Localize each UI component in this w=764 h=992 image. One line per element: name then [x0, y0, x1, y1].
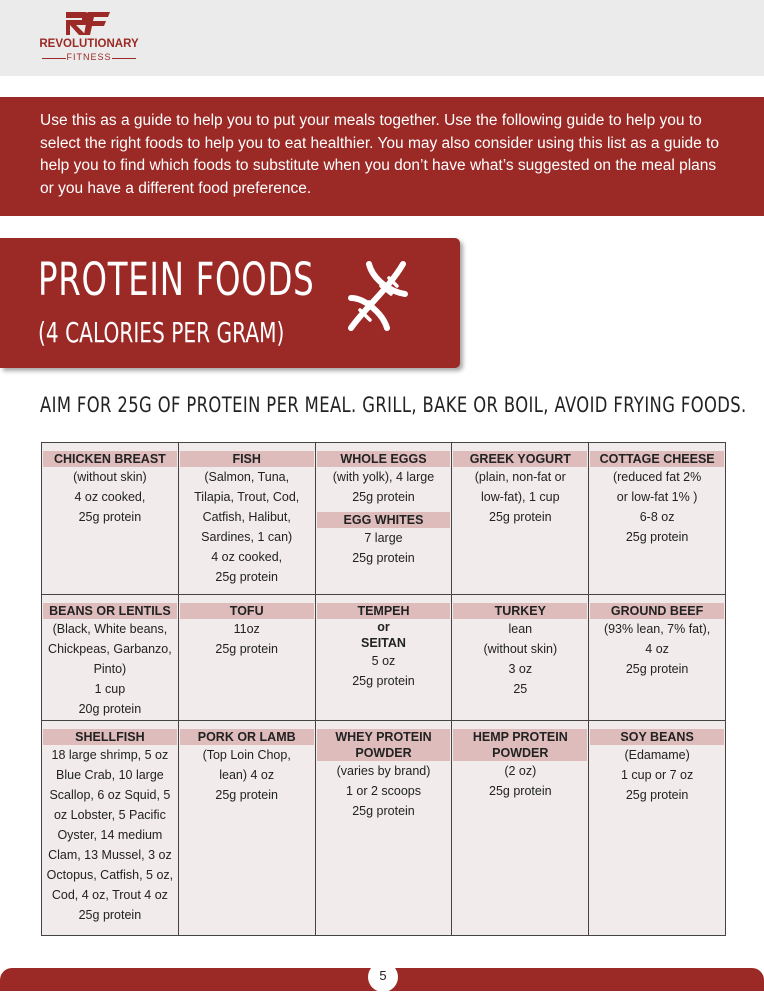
- food-detail: 25g protein: [215, 787, 278, 802]
- food-title: WHOLE EGGS: [317, 451, 451, 467]
- food-detail: Scallop, 6 oz Squid, 5: [49, 787, 171, 802]
- food-detail: (varies by brand): [336, 763, 431, 778]
- food-cell-turkey: [452, 594, 589, 720]
- food-detail: (with yolk), 4 large: [332, 470, 435, 484]
- food-detail: 25: [513, 681, 528, 696]
- page-number: 5: [368, 962, 398, 992]
- food-title-line: POWDER: [492, 745, 549, 760]
- food-title: COTTAGE CHEESE: [590, 451, 724, 467]
- logo-name: REVOLUTIONARY: [39, 38, 139, 50]
- food-title-line: HEMP PROTEIN: [472, 729, 568, 744]
- food-detail: 1 cup or 7 oz: [620, 767, 694, 782]
- food-cell-hemp-protein: [452, 720, 589, 935]
- food-title-line: POWDER: [355, 745, 412, 760]
- food-title: FISH: [180, 451, 314, 467]
- table-row: [42, 594, 726, 720]
- intro-text: Use this as a guide to help you to put your meals together. Use the following guide to help you to select the right foods to help you to eat healthier. You may also consider using this list as a guide to help you to find which foods to substitute when you don’t have what’s suggested on the meal plans or you have a different food preference.: [40, 112, 719, 197]
- food-cell-tofu: [178, 594, 315, 720]
- food-title: EGG WHITES: [317, 512, 451, 528]
- food-detail: 25g protein: [215, 570, 278, 584]
- food-detail: (plain, non-fat or: [474, 470, 566, 484]
- food-title: TURKEY: [453, 603, 587, 619]
- food-detail: 25g protein: [352, 551, 415, 565]
- logo-subtitle: FITNESS: [36, 52, 142, 62]
- food-detail: or low-fat 1% ): [616, 490, 698, 504]
- food-cell-tempeh-seitan: [315, 594, 452, 720]
- food-detail: (Salmon, Tuna,: [204, 470, 290, 484]
- food-detail: 25g protein: [489, 783, 552, 798]
- food-detail: Cod, 4 oz, Trout 4 oz: [51, 887, 168, 902]
- food-detail: 25g protein: [78, 510, 142, 524]
- food-cell-whey-protein: [315, 720, 452, 935]
- food-detail: 25g protein: [352, 673, 415, 688]
- food-detail: 7 large: [364, 531, 403, 545]
- food-title: SHELLFISH: [43, 729, 177, 745]
- food-title: TEMPEH: [317, 603, 451, 619]
- food-detail: lean: [508, 621, 533, 636]
- food-title: CHICKEN BREAST: [43, 451, 177, 467]
- food-title: SEITAN: [361, 635, 406, 650]
- food-detail: 4 oz cooked,: [211, 550, 283, 564]
- food-detail: (93% lean, 7% fat),: [603, 621, 711, 636]
- food-detail: 25g protein: [78, 907, 142, 922]
- food-title: GREEK YOGURT: [453, 451, 587, 467]
- food-detail: Clam, 13 Mussel, 3 oz: [48, 847, 172, 862]
- food-detail: 25g protein: [352, 490, 415, 504]
- intro-banner: [0, 97, 764, 216]
- food-cell-soy-beans: [589, 720, 726, 935]
- food-detail: Catfish, Halibut,: [202, 510, 291, 524]
- food-detail: 1 cup: [94, 681, 126, 696]
- food-detail: Sardines, 1 can): [201, 530, 293, 544]
- protein-aim-heading: AIM FOR 25G OF PROTEIN PER MEAL. GRILL, BAKE OR BOIL, AVOID FRYING FOODS.: [40, 393, 747, 417]
- header-bar: [0, 0, 764, 76]
- food-cell-beans-or-lentils: [42, 594, 179, 720]
- food-title: [317, 729, 451, 761]
- food-cell-greek-yogurt: [452, 443, 589, 595]
- food-title: TOFU: [180, 603, 314, 619]
- food-cell-fish: [178, 443, 315, 595]
- food-detail: (Top Loin Chop,: [202, 747, 291, 762]
- protein-food-table: [41, 442, 726, 936]
- food-cell-ground-beef: [589, 594, 726, 720]
- section-title: PROTEIN FOODS: [38, 253, 315, 306]
- food-title: PORK OR LAMB: [180, 729, 314, 745]
- food-detail: 1 or 2 scoops: [345, 783, 422, 798]
- food-cell-whole-eggs: [315, 443, 452, 595]
- food-detail: Octopus, Catfish, 5 oz,: [46, 867, 174, 882]
- food-detail: (reduced fat 2%: [612, 470, 702, 484]
- brand-logo[interactable]: [36, 10, 142, 66]
- food-detail: 6-8 oz: [639, 510, 675, 524]
- food-detail: 4 oz: [645, 641, 669, 656]
- food-detail: 25g protein: [352, 803, 415, 818]
- table-row: [42, 443, 726, 595]
- food-detail: 25g protein: [625, 530, 689, 544]
- food-detail: low-fat), 1 cup: [481, 490, 560, 504]
- food-detail: 25g protein: [489, 510, 552, 524]
- food-title: SOY BEANS: [590, 729, 724, 745]
- food-cell-shellfish: [42, 720, 179, 935]
- food-detail: Oyster, 14 medium: [57, 827, 163, 842]
- food-cell-chicken-breast: [42, 443, 179, 595]
- food-cell-cottage-cheese: [589, 443, 726, 595]
- food-detail: Pinto): [93, 661, 127, 676]
- food-detail: 20g protein: [78, 701, 142, 716]
- food-or-label: or: [377, 619, 390, 634]
- food-detail: Blue Crab, 10 large: [56, 767, 164, 782]
- food-detail: (Black, White beans,: [52, 621, 168, 636]
- table-row: [42, 720, 726, 935]
- food-detail: 18 large shrimp, 5 oz: [51, 747, 169, 762]
- food-detail: 3 oz: [508, 661, 533, 676]
- food-detail: 25g protein: [215, 641, 278, 656]
- logo-mark-icon: [62, 10, 112, 36]
- food-detail: (without skin): [483, 641, 558, 656]
- food-detail: (Edamame): [624, 747, 690, 762]
- food-detail: (2 oz): [504, 763, 537, 778]
- food-detail: 5 oz: [371, 653, 396, 668]
- food-title: BEANS OR LENTILS: [43, 603, 177, 619]
- food-title: GROUND BEEF: [590, 603, 724, 619]
- food-title: [453, 729, 587, 761]
- food-detail: oz Lobster, 5 Pacific: [53, 807, 166, 822]
- food-detail: Chickpeas, Garbanzo,: [48, 641, 172, 656]
- food-detail: 25g protein: [625, 787, 689, 802]
- food-title-line: WHEY PROTEIN: [335, 729, 432, 744]
- dna-icon: [343, 258, 411, 334]
- food-detail: Tilapia, Trout, Cod,: [194, 490, 300, 504]
- section-subtitle: (4 CALORIES PER GRAM): [38, 316, 285, 349]
- food-detail: 25g protein: [625, 661, 689, 676]
- food-detail: 4 oz cooked,: [74, 490, 146, 504]
- food-detail: lean) 4 oz: [219, 767, 275, 782]
- food-cell-pork-or-lamb: [178, 720, 315, 935]
- food-detail: (without skin): [73, 470, 147, 484]
- food-detail: 11oz: [233, 621, 260, 636]
